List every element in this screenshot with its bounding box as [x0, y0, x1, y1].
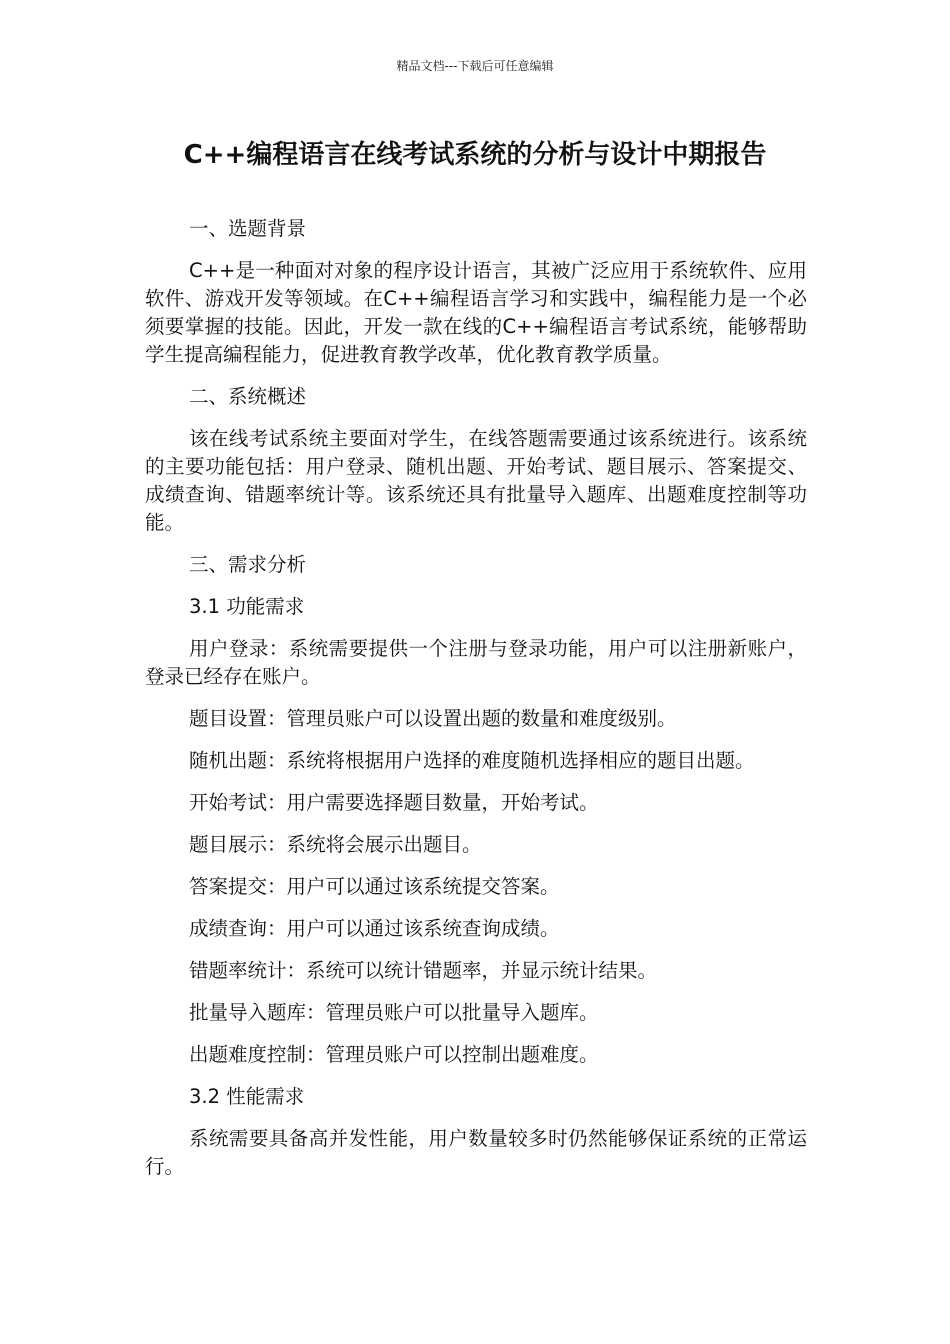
- paragraph-performance: 系统需要具备高并发性能，用户数量较多时仍然能够保证系统的正常运行。: [145, 1127, 807, 1178]
- page-header-note: 精品文档---下载后可任意编辑: [396, 59, 554, 73]
- requirement-item: 随机出题：系统将根据用户选择的难度随机选择相应的题目出题。: [189, 749, 755, 772]
- requirement-item: 开始考试：用户需要选择题目数量，开始考试。: [189, 791, 599, 814]
- document-body: [145, 215, 807, 1195]
- requirement-item: 题目展示：系统将会展示出题目。: [189, 833, 482, 856]
- requirement-item: 错题率统计：系统可以统计错题率，并显示统计结果。: [189, 959, 658, 982]
- subsection-heading-functional: 3.1 功能需求: [189, 595, 305, 618]
- paragraph-background: C++是一种面对对象的程序设计语言，其被广泛应用于系统软件、应用软件、游戏开发等领域。在C++编程语言学习和实践中，编程能力是一个必须要掌握的技能。因此，开发一款在线的C++编程语言考试系统，能够帮助学生提高编程能力，促进教育教学改革，优化教育教学质量。: [145, 259, 807, 366]
- requirement-item: 用户登录：系统需要提供一个注册与登录功能，用户可以注册新账户，登录已经存在账户。: [145, 637, 807, 688]
- paragraph-overview: 该在线考试系统主要面对学生，在线答题需要通过该系统进行。该系统的主要功能包括：用户登录、随机出题、开始考试、题目展示、答案提交、成绩查询、错题率统计等。该系统还具有批量导入题库、出题难度控制等功能。: [145, 427, 807, 534]
- section-heading-overview: 二、系统概述: [189, 385, 307, 408]
- requirement-item: 题目设置：管理员账户可以设置出题的数量和难度级别。: [189, 707, 677, 730]
- subsection-heading-performance: 3.2 性能需求: [189, 1085, 305, 1108]
- requirement-item: 答案提交：用户可以通过该系统提交答案。: [189, 875, 560, 898]
- requirement-item: 批量导入题库：管理员账户可以批量导入题库。: [189, 1001, 599, 1024]
- document-title: C++编程语言在线考试系统的分析与设计中期报告: [183, 140, 767, 170]
- requirement-item: 出题难度控制：管理员账户可以控制出题难度。: [189, 1043, 599, 1066]
- requirement-item: 成绩查询：用户可以通过该系统查询成绩。: [189, 917, 560, 940]
- section-heading-requirements: 三、需求分析: [189, 553, 307, 576]
- section-heading-background: 一、选题背景: [189, 217, 307, 240]
